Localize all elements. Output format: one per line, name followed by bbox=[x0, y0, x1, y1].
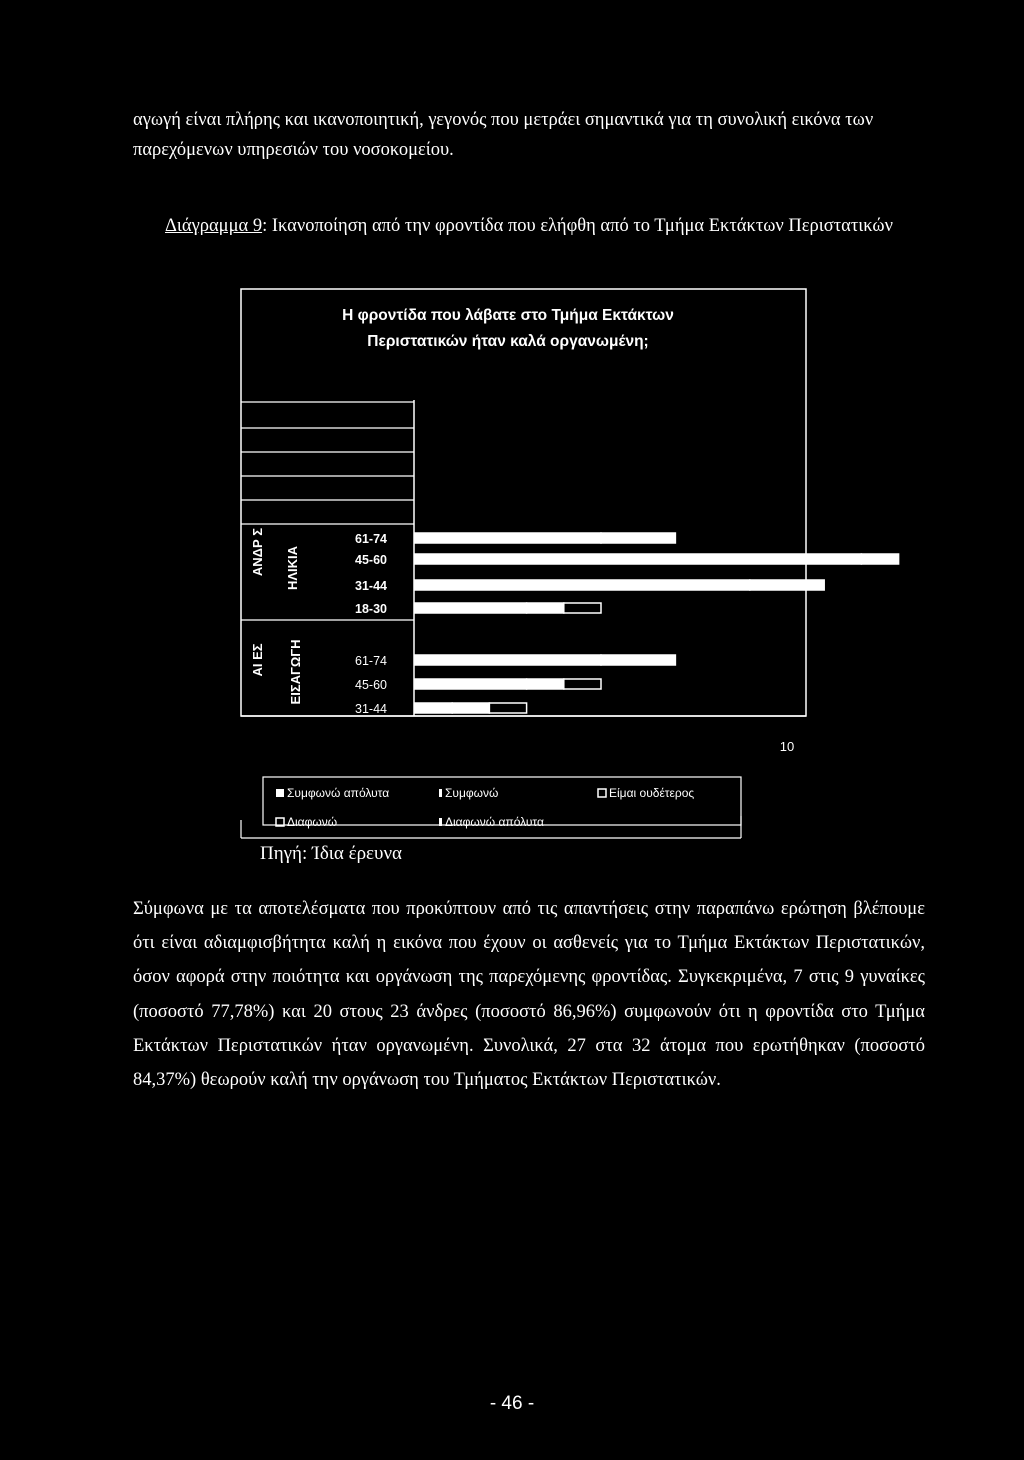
figure-number: Διάγραμμα 9 bbox=[165, 216, 263, 236]
bar-segment bbox=[415, 580, 750, 590]
legend-swatch-strongly-disagree bbox=[439, 818, 442, 826]
bar-segment bbox=[527, 679, 564, 689]
legend-agree: Συμφωνώ bbox=[445, 786, 499, 800]
group-label-women: ΑΙ ΕΣ bbox=[250, 643, 265, 677]
bar-segment bbox=[861, 554, 898, 564]
legend-swatch-agree bbox=[439, 789, 442, 797]
legend bbox=[241, 777, 741, 838]
legend-swatch-neutral bbox=[598, 789, 606, 797]
bar-segment bbox=[415, 703, 452, 713]
bar-segment bbox=[601, 655, 675, 665]
bar-segment bbox=[564, 679, 601, 689]
bar-segment bbox=[415, 655, 601, 665]
bar-segment bbox=[415, 603, 527, 613]
group-sublabel-age: ΗΛΙΚΙΑ bbox=[285, 545, 300, 591]
figure-caption-text: : Ικανοποίηση από την φροντίδα που ελήφθη από το Τμήμα Εκτάκτων Περιστατικών bbox=[262, 216, 893, 236]
chart-frame bbox=[241, 289, 806, 716]
legend-disagree: Διαφωνώ bbox=[287, 815, 338, 829]
bar-segment bbox=[415, 679, 527, 689]
page-number: - 46 - bbox=[489, 1393, 535, 1414]
category-label: 61-74 bbox=[355, 532, 387, 546]
source-note: Πηγή: Ίδια έρευνα bbox=[260, 843, 402, 864]
chart-title-line2: Περιστατικών ήταν καλά οργανωμένη; bbox=[367, 333, 649, 350]
bar-segment bbox=[415, 554, 861, 564]
bar-segment bbox=[750, 580, 824, 590]
category-label: 31-44 bbox=[355, 702, 387, 716]
bar-segment bbox=[601, 533, 675, 543]
legend-strongly-disagree: Διαφωνώ απόλυτα bbox=[445, 815, 544, 829]
intro-paragraph: αγωγή είναι πλήρης και ικανοποιητική, γεγονός που μετράει σημαντικά για τη συνολική εικόνα των παρεχόμενων υπηρεσιών του νοσοκομείου. bbox=[133, 110, 874, 160]
group-sublabel-admission: ΕΙΣΑΓΩΓΗ bbox=[288, 639, 303, 705]
bar-segment bbox=[452, 703, 489, 713]
chart-title-line1: Η φροντίδα που λάβατε στο Τμήμα Εκτάκτων bbox=[342, 307, 674, 324]
bar-segment bbox=[564, 603, 601, 613]
bar-segment bbox=[527, 603, 564, 613]
legend-swatch-strongly-agree bbox=[276, 789, 284, 797]
bar-segment bbox=[489, 703, 526, 713]
bar-segment bbox=[415, 533, 601, 543]
category-label: 45-60 bbox=[355, 678, 387, 692]
body-paragraph: Σύμφωνα με τα αποτελέσματα που προκύπτουν από τις απαντήσεις στην παραπάνω ερώτηση βλέπουμε ότι είναι αδιαμφισβήτητα καλή η εικόνα που έχουν οι ασθενείς για το Τμήμα Εκτάκτων Περιστατικών, όσον αφορά στην ποιότητα και οργάνωση της παρεχόμενης φροντίδας. Συγκεκριμένα, 7 στις 9 γυναίκες (ποσοστό 77,78%) και 20 στους 23 άνδρες (ποσοστό 86,96%) συμφωνούν ότι η φροντίδα στο Τμήμα Εκτάκτων Περιστατικών ήταν οργανωμένη. Συνολικά, 27 στα 32 άτομα που ερωτήθηκαν (ποσοστό 84,37%) θεωρούν καλή την οργάνωση του Τμήματος Εκτάκτων Περιστατικών. bbox=[133, 899, 925, 1091]
legend-neutral: Είμαι ουδέτερος bbox=[609, 786, 695, 800]
category-label: 45-60 bbox=[355, 553, 387, 567]
category-label: 61-74 bbox=[355, 654, 387, 668]
legend-strongly-agree: Συμφωνώ απόλυτα bbox=[287, 786, 390, 800]
category-label: 18-30 bbox=[355, 602, 387, 616]
group-label-men: ΑΝΔΡ Σ bbox=[250, 527, 265, 577]
category-label: 31-44 bbox=[355, 579, 387, 593]
x-tick-label: 10 bbox=[779, 739, 795, 754]
